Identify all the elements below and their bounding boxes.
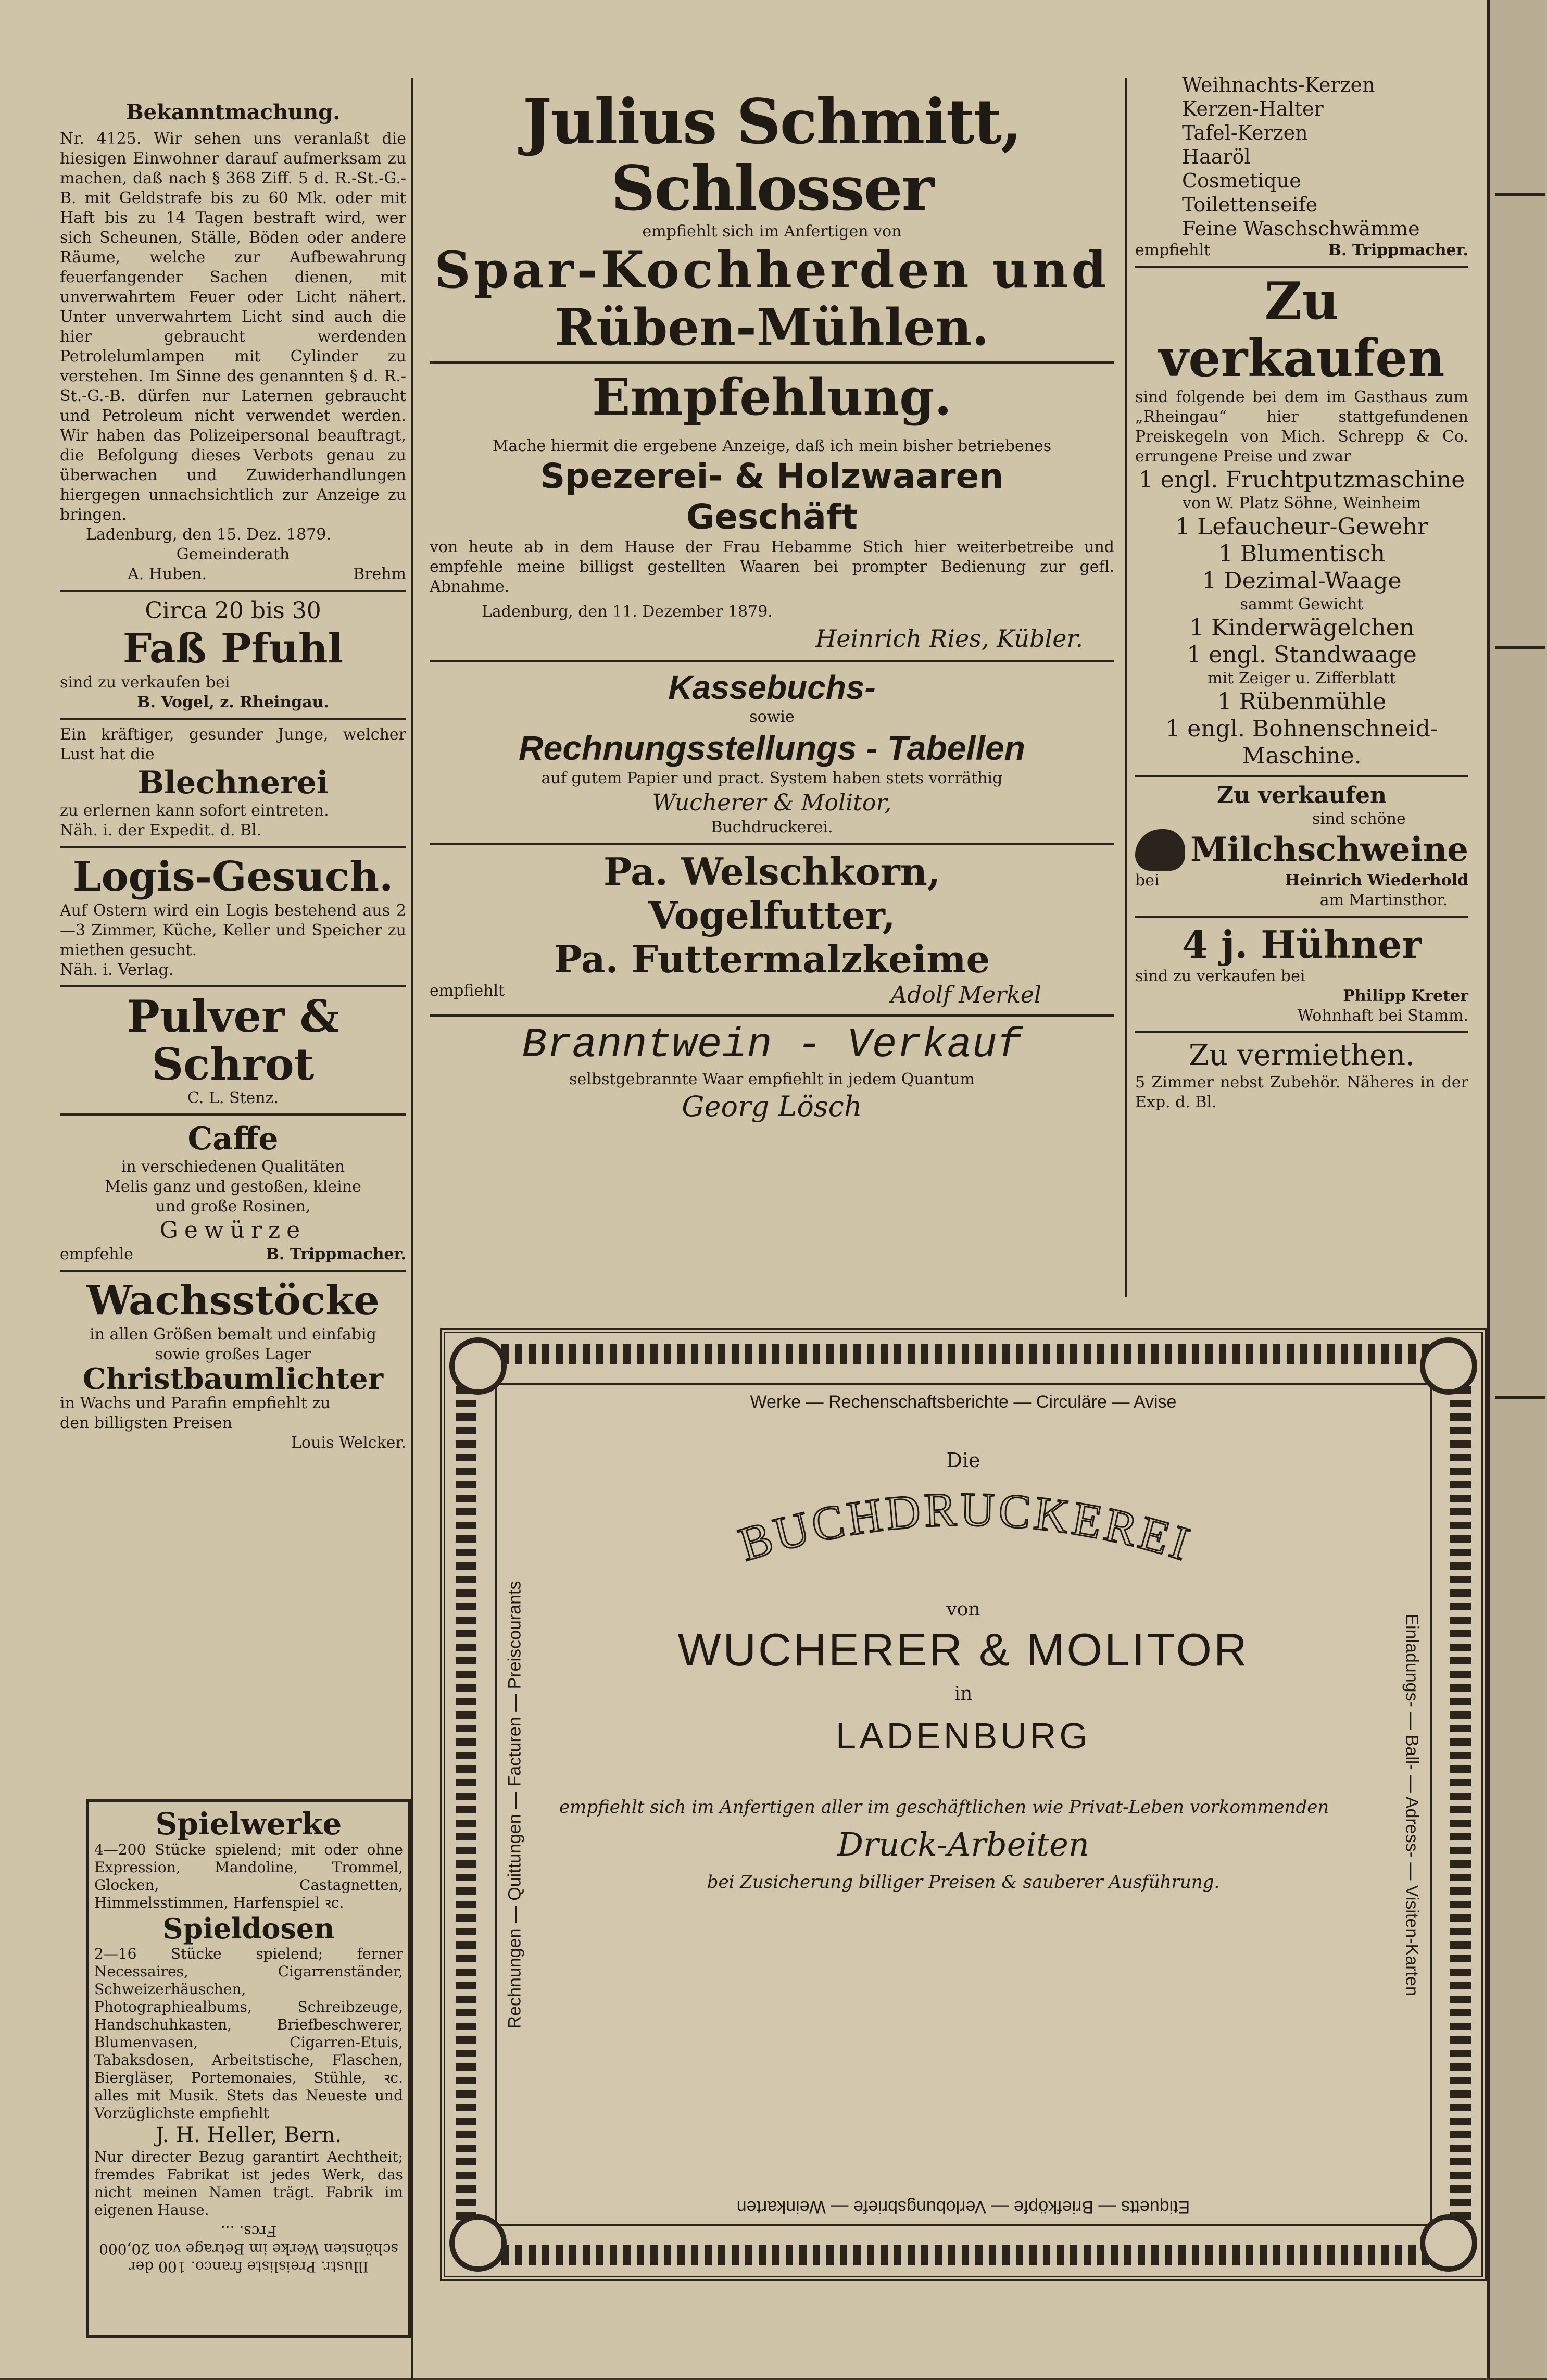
adjacent-page-edge [1487,0,1547,2378]
frame-emp: empfiehlt sich im Anfertigen aller im geschäftlichen wie Privat-Leben vorkommenden [559,1797,1329,1818]
item-4: 1 Dezimal-Waage [1202,568,1402,594]
wucherer-name: Wucherer & Molitor, [652,790,892,816]
spielwerke-text: 4—200 Stücke spielend; mit oder ohne Expression, Mandoline, Trommel, Glocken, Castagnetten, Himmelsstimmen, Harfenspiel ꝛc. [94,1841,403,1911]
weih-4: Haaröl [1182,145,1251,168]
weih-1: Weihnachts-Kerzen [1182,73,1375,96]
left-column [60,99,406,1453]
right-column [1135,73,1468,1112]
buchdruckerei-text [733,1483,1199,1571]
sowie-label: sowie [749,708,795,726]
weih-2: Kerzen-Halter [1182,97,1324,120]
losch-signature: Georg Lösch [682,1090,862,1123]
anzeige-line: Mache hiermit die ergebene Anzeige, daß ich mein bisher betriebenes [492,437,1052,455]
edge-rule [1495,193,1545,196]
item-8b: Maschine. [1242,743,1362,769]
divider [60,1270,406,1272]
item-4b: sammt Gewicht [1240,595,1364,613]
spieldosen-text: 2—16 Stücke spielend; ferner Necessaires, Cigarrenständer, Schweizerhäuschen, Photographiealbums, Schreibzeuge, Handschuhkasten, Briefbeschwerer, Blumenvasen, Cigarren-Etuis, Tabaksdosen, Arbeitstische, Flaschen, Biergläser, Portemonaies, Stühle, ꝛc. alles mit Musik. Stets das Neueste und Vorzüglichste empfiehlt [94,1945,403,2122]
empfiehlt-label: empfiehlt [430,982,505,1000]
milch-head: Zu verkaufen [1216,782,1387,809]
milch-heading: Milchschweine [1190,830,1468,869]
item-2: 1 Lefaucheur-Gewehr [1175,513,1428,540]
pulver-heading: Pulver & Schrot [127,991,339,1090]
frame-right-edge [1399,1442,1425,2167]
divider [1135,775,1468,777]
caffe-signature: B. Trippmacher. [266,1245,406,1263]
frame-top-text: Werke — Rechenschaftsberichte — Circuläre — Avise [750,1392,1177,1412]
wachs-line-4: den billigsten Preisen [60,1414,233,1432]
caffe-heading: Caffe [187,1121,279,1157]
ruben-heading: Rüben-Mühlen. [555,298,989,357]
logis-signature: Näh. i. Verlag. [60,961,174,979]
milch-bei: bei [1135,871,1160,890]
rechnung-heading: Rechnungsstellungs - Tabellen [518,729,1026,767]
branntwein-heading: Branntwein - Verkauf [522,1022,1022,1069]
frame-right-text: Einladungs- — Ball- — Adress- — Visiten-Karten [1402,1613,1422,1996]
frame-ornament-left [456,1349,476,2260]
huhner-signature-2: Wohnhaft bei Stamm. [1297,1007,1468,1025]
logis-heading: Logis-Gesuch. [72,853,394,900]
weih-3: Tafel-Kerzen [1182,121,1308,144]
wachs-line-3: in Wachs und Parafin empfiehlt zu [60,1394,331,1412]
anzeige-text: von heute ab in dem Hause der Frau Hebamme Stich hier weiterbetreibe und empfehle meine billigst gestellten Waaren bei prompter Bedienung zur gefl. Abnahme. [430,538,1114,596]
gewurze-heading: Gewürze [159,1217,307,1244]
item-5: 1 Kinderwägelchen [1189,615,1415,641]
ries-signature: Heinrich Ries, Kübler. [815,624,1083,653]
frame-city: LADENBURG [836,1715,1091,1756]
notice-place: Ladenburg, den 15. Dez. 1879. [86,525,331,544]
geschaft-heading: Geschäft [686,497,858,537]
caffe-signature-row [60,1245,406,1264]
wachs-heading: Wachsstöcke [86,1277,380,1324]
notice-sig-1: A. Huben. [128,565,207,583]
circa-line: Circa 20 bis 30 [145,597,321,624]
wachs-signature: Louis Welcker. [291,1434,406,1452]
huhner-text: sind zu verkaufen bei [1135,967,1305,985]
heller-text: Nur directer Bezug garantirt Aechtheit; fremdes Fabrikat ist jedes Werk, das nicht meinen Namen trägt. Fabrik im eigenen Hause. [94,2148,403,2219]
heller-ad-box [86,1799,411,2338]
junge-text: Ein kräftiger, gesunder Junge, welcher Lust hat die [60,725,406,763]
wachs-line-1: in allen Größen bemalt und einfabig [90,1325,376,1344]
frame-in: in [954,1683,973,1705]
milch-sig-row [1135,871,1468,891]
branntwein-text: selbstgebrannte Waar empfiehlt in jedem Quantum [569,1070,975,1088]
spar-heading: Spar-Kochherden und [434,241,1110,299]
frame-firm: WUCHERER & MOLITOR [677,1624,1249,1675]
weih-6: Toilettenseife [1182,193,1318,216]
merkel-signature: Adolf Merkel [890,982,1041,1008]
divider [60,846,406,848]
printer-ad-frame [440,1328,1487,2281]
rechnung-text: auf gutem Papier und pract. System haben stets vorräthig [541,769,1003,787]
notice-body: Nr. 4125. Wir sehen uns veranlaßt die hiesigen Einwohner darauf aufmerksam zu machen, daß nach § 368 Ziff. 5 d. R.-St.-G.-B. mit Geldstrafe bis zu 60 Mk. oder mit Haft bis zu 14 Tagen bestraft wird, wer sich Scheunen, Ställe, Böden oder andere Räume, welche zur Aufbewahrung feuerfangender Sachen dienen, mit unverwahrtem Feuer oder Licht nähert. Unter unverwahrtem Licht sind auch die hier gebraucht werdenden Petrolelumlampen mit Cylinder zu verstehen. Im Sinne des genannten § d. R.-St.-G.-B. dürfen nur Laternen gebraucht und Petroleum nicht verwendet werden. Wir haben das Polizeipersonal beauftragt, die Befolgung dieses Verbots genau zu überwachen und Zuwiderhandlungen hiergegen unnachsichtlich zur Anzeige zu bringen. [60,130,406,524]
frame-druck: Druck-Arbeiten [837,1825,1089,1863]
frame-inner [495,1383,1432,2226]
huhner-heading: 4 j. Hühner [1181,922,1422,967]
caffe-line-3: und große Rosinen, [155,1197,311,1216]
item-7: 1 Rübenmühle [1217,688,1387,715]
blech-line-2: Näh. i. der Expedit. d. Bl. [60,821,262,840]
divider [430,1014,1114,1017]
milch-sig-2: am Martinsthor. [1319,891,1448,909]
empfehlung-heading: Empfehlung. [592,368,952,427]
logis-text: Auf Ostern wird ein Logis bestehend aus 2—3 Zimmer, Küche, Keller und Speicher zu miethen gesucht. [60,901,406,959]
zuverk-text: sind folgende bei dem im Gasthaus zum „Rheingau“ hier stattgefundenen Preiskegeln von Mich. Schrepp & Co. errungene Preise und zwar [1135,388,1468,466]
column-rule-right [1125,78,1127,1297]
merkel-row [430,981,1114,1009]
divider [1135,916,1468,918]
frame-bottom-text: Etiquetts — Briefköpfe — Verlobungsbriefe — Weinkarten [736,2197,1190,2217]
weih-5: Cosmetique [1182,169,1301,192]
wachs-line-2: sowie großes Lager [155,1345,311,1363]
kasse-heading: Kassebuchs- [668,669,876,706]
heller-name: J. H. Heller, Bern. [155,2123,342,2147]
pig-icon [1135,829,1185,871]
schmitt-sub: empfiehlt sich im Anfertigen von [642,222,902,241]
empfehle-label: empfehle [60,1245,133,1263]
edge-rule [1495,1396,1545,1399]
item-1b: von W. Platz Söhne, Weinheim [1183,494,1421,512]
spielwerke-heading: Spielwerke [155,1806,342,1842]
frame-ornament-top [461,1344,1466,1364]
vogelfutter-heading: Vogelfutter, [648,893,896,937]
milch-row [1135,829,1468,871]
divider [60,590,406,592]
vermiethen-text: 5 Zimmer nebst Zubehör. Näheres in der Exp. d. Bl. [1135,1073,1468,1111]
anzeige-place: Ladenburg, den 11. Dezember 1879. [482,603,773,621]
edge-rule [1495,646,1545,649]
notice-signatures [60,565,406,584]
blech-line-1: zu erlernen kann sofort eintreten. [60,801,329,820]
blechnerei-heading: Blechnerei [137,765,329,801]
item-6: 1 engl. Standwaage [1187,642,1417,668]
item-8: 1 engl. Bohnenschneid- [1165,716,1438,742]
notice-title: Bekanntmachung. [125,100,341,124]
pulver-signature: C. L. Stenz. [187,1089,279,1107]
milch-sig-1: Heinrich Wiederhold [1285,871,1468,890]
frame-left-text: Rechnungen — Quittungen — Facturen — Preiscourants [505,1581,525,2028]
milch-sub: sind schöne [1312,810,1406,828]
spezerei-heading: Spezerei- & Holzwaaren [540,456,1004,496]
heller-upside-down-text: Illustr. Preisliste franco. 100 der schönsten Werke im Betrage von 20,000 Frcs. ... [99,2223,398,2275]
frame-ornament-bottom [461,2245,1466,2265]
divider [430,843,1114,845]
fass-heading: Faß Pfuhl [122,625,344,672]
divider [430,660,1114,662]
zuverk-heading: Zu verkaufen [1159,271,1445,389]
vermiethen-heading: Zu vermiethen. [1188,1038,1415,1072]
spieldosen-heading: Spieldosen [162,1912,335,1945]
welschkorn-heading: Pa. Welschkorn, [603,849,941,894]
buchdruckerei-label: Buchdruckerei. [711,818,833,836]
weih-7: Feine Waschschwämme [1182,217,1420,240]
weih-empfiehlt: empfiehlt [1135,241,1211,259]
caffe-line-2: Melis ganz und gestoßen, kleine [105,1178,361,1196]
divider [60,985,406,987]
weihnacht-list [1135,73,1468,241]
malzkeime-heading: Pa. Futtermalzkeime [554,937,990,981]
notice-org: Gemeinderath [176,545,290,563]
frame-die: Die [946,1449,980,1472]
weih-signature: B. Trippmacher. [1328,241,1468,259]
fass-signature: B. Vogel, z. Rheingau. [137,693,329,711]
divider [60,1113,406,1116]
center-column [430,85,1114,1124]
buchdruckerei-arc [559,1479,1372,1598]
item-6b: mit Zeiger u. Zifferblatt [1208,669,1396,687]
column-rule-left [411,78,413,2380]
frame-left-edge [502,1442,528,2167]
buchdruckerei-textpath: BUCHDRUCKEREI [733,1482,1199,1572]
item-1: 1 engl. Fruchtputzmaschine [1138,467,1465,493]
frame-bei: bei Zusicherung billiger Preisen & sauberer Ausführung. [707,1872,1220,1893]
divider [430,361,1114,364]
frame-ornament-right [1450,1349,1471,2260]
item-3: 1 Blumentisch [1218,541,1386,567]
divider [60,718,406,720]
schmitt-heading: Julius Schmitt, Schlosser [522,85,1022,224]
christ-heading: Christbaumlichter [82,1362,384,1396]
frame-von: von [946,1599,980,1620]
weih-sig-row [1135,241,1468,260]
huhner-signature: Philipp Kreter [1343,987,1468,1005]
divider [1135,1031,1468,1033]
caffe-line-1: in verschiedenen Qualitäten [121,1158,345,1176]
frame-content [559,1447,1367,1896]
divider [1135,266,1468,268]
fass-line: sind zu verkaufen bei [60,673,230,692]
notice-sig-2: Brehm [353,565,406,583]
